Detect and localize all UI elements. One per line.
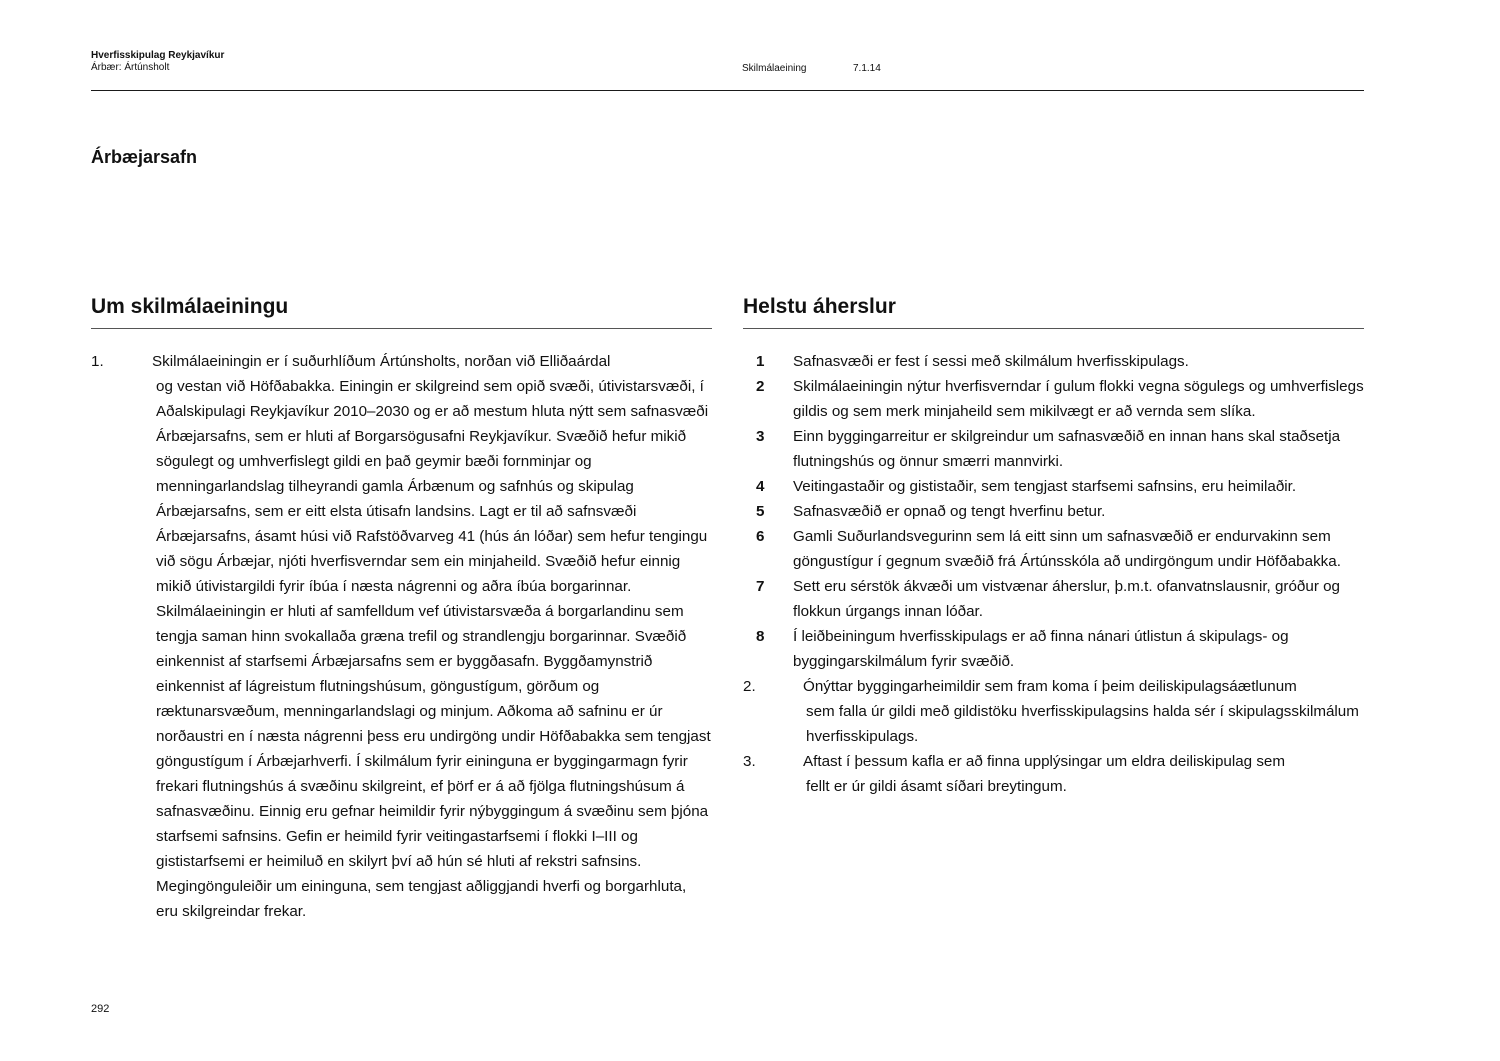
note-continuation: sem falla úr gildi með gildistöku hverfisskipulagsins halda sér í skipulagsskilmálum hverfisskipulags. <box>806 703 1359 745</box>
highlight-text: Gamli Suðurlandsvegurinn sem lá eitt sinn um safnasvæðið er endurvakinn sem göngustígur í gegnum svæðið frá Ártúnsskóla að undirgöngum undir Höfðabakka. <box>793 528 1341 570</box>
about-unit-paragraph <box>91 349 712 924</box>
section-number: 7.1.14 <box>853 63 881 74</box>
highlight-text: Safnasvæðið er opnað og tengt hverfinu betur. <box>793 503 1106 520</box>
highlight-number: 5 <box>756 503 765 520</box>
document-title: Hverfisskipulag Reykjavíkur <box>91 50 225 61</box>
highlight-text: Skilmálaeiningin nýtur hverfisverndar í gulum flokki vegna sögulegs og umhverfislegs gildis og sem merk minjaheild sem mikilvægt er að vernda sem slíka. <box>793 378 1364 420</box>
note-continuation: fellt er úr gildi ásamt síðari breytingum. <box>806 778 1067 795</box>
highlight-number: 8 <box>756 628 765 645</box>
highlight-text: Veitingastaðir og gististaðir, sem tengjast starfsemi safnsins, eru heimilaðir. <box>793 478 1297 495</box>
about-unit-heading: Um skilmálaeiningu <box>91 294 712 329</box>
highlight-number: 6 <box>756 528 765 545</box>
highlight-number: 2 <box>756 378 765 395</box>
highlight-text: Safnasvæði er fest í sessi með skilmálum hverfisskipulags. <box>793 353 1189 370</box>
highlight-number: 3 <box>756 428 765 445</box>
highlight-item <box>743 424 1364 474</box>
highlight-number: 7 <box>756 578 765 595</box>
note-text <box>803 749 1364 799</box>
highlight-item <box>743 624 1364 674</box>
highlight-item <box>743 474 1364 499</box>
section-label: Skilmálaeining <box>742 63 807 74</box>
about-unit-section <box>91 294 712 924</box>
highlight-item <box>743 349 1364 374</box>
highlight-text: Í leiðbeiningum hverfisskipulags er að finna nánari útlistun á skipulags- og byggingarskilmálum fyrir svæðið. <box>793 628 1289 670</box>
highlights-section <box>743 294 1364 799</box>
paragraph-number: 1. <box>91 353 104 370</box>
note-item <box>743 674 1364 749</box>
highlight-item <box>743 499 1364 524</box>
highlights-heading: Helstu áherslur <box>743 294 1364 329</box>
note-number: 2. <box>743 678 756 695</box>
paragraph-text <box>91 349 712 924</box>
highlight-item <box>743 374 1364 424</box>
highlight-text: Einn byggingarreitur er skilgreindur um safnasvæðið en innan hans skal staðsetja flutningshús og önnur smærri mannvirki. <box>793 428 1341 470</box>
page-heading: Árbæjarsafn <box>91 147 198 167</box>
highlight-text: Sett eru sérstök ákvæði um vistvænar áherslur, þ.m.t. ofanvatnslausnir, gróður og flokkun úrgangs innan lóðar. <box>793 578 1341 620</box>
note-first-line: Aftast í þessum kafla er að finna upplýsingar um eldra deiliskipulag sem <box>803 753 1286 770</box>
highlights-list <box>743 349 1364 799</box>
note-text <box>803 674 1364 749</box>
paragraph-continuation: og vestan við Höfðabakka. Einingin er skilgreind sem opið svæði, útivistarsvæði, í Aðalskipulagi Reykjavíkur 2010–2030 og er að mestum hluta nýtt sem safnasvæði Árbæjarsafns, sem er hluti af Borgarsögusafni Reykjavíkur. Svæðið hefur mikið sögulegt og umhverfislegt gildi en það geymir bæði fornminjar og menningarlandslag tilheyrandi gamla Árbænum og safnhús og skipulag Árbæjarsafns, sem er eitt elsta útisafn landsins. Lagt er til að safnsvæði Árbæjarsafns, ásamt húsi við Rafstöðvarveg 41 (hús án lóðar) sem hefur tengingu við sögu Árbæjar, njóti hverfisverndar sem ein minjaheild. Svæðið hefur einnig mikið útivistargildi fyrir íbúa í næsta nágrenni og aðra íbúa borgarinnar. Skilmálaeiningin er hluti af samfelldum vef útivistarsvæða á borgarlandinu sem tengja saman hinn svokallaða græna trefil og strandlengju borgarinnar. Svæðið einkennist af starfsemi Árbæjarsafns sem er byggðasafn. Byggðamynstrið einkennist af lágreistum flutningshúsum, göngustígum, görðum og ræktunarsvæðum, menningarlandslagi og minjum. Aðkoma að safninu er úr norðaustri en í næsta nágrenni þess eru undirgöng undir Höfðabakka sem tengjast göngustígum í Árbæjarhverfi. Í skilmálum fyrir eininguna er byggingarmagn fyrir frekari flutningshús á svæðinu skilgreint, ef þörf er á að fjölga flutningshúsum á safnasvæðinu. Einnig eru gefnar heimildir fyrir nýbyggingum á svæðinu sem þjóna starfsemi safnsins. Gefin er heimild fyrir veitingastarfsemi í flokki I–III og gististarfsemi er heimiluð en skilyrt því að hún sé hluti af rekstri safnsins. Megingönguleiðir um eininguna, sem tengjast aðliggjandi hverfi og borgarhluta, eru skilgreindar frekar. <box>156 378 711 920</box>
note-item <box>743 749 1364 799</box>
highlight-item <box>743 574 1364 624</box>
page-header <box>91 50 1364 91</box>
document-subtitle: Árbær: Ártúnsholt <box>91 62 170 73</box>
highlight-item <box>743 524 1364 574</box>
note-first-line: Ónýttar byggingarheimildir sem fram koma í þeim deiliskipulagsáætlunum <box>803 678 1297 695</box>
paragraph-first-line: Skilmálaeiningin er í suðurhlíðum Ártúnsholts, norðan við Elliðaárdal <box>152 353 611 370</box>
note-number: 3. <box>743 753 756 770</box>
highlight-number: 1 <box>756 353 765 370</box>
highlight-number: 4 <box>756 478 765 495</box>
page-number: 292 <box>91 1003 110 1015</box>
